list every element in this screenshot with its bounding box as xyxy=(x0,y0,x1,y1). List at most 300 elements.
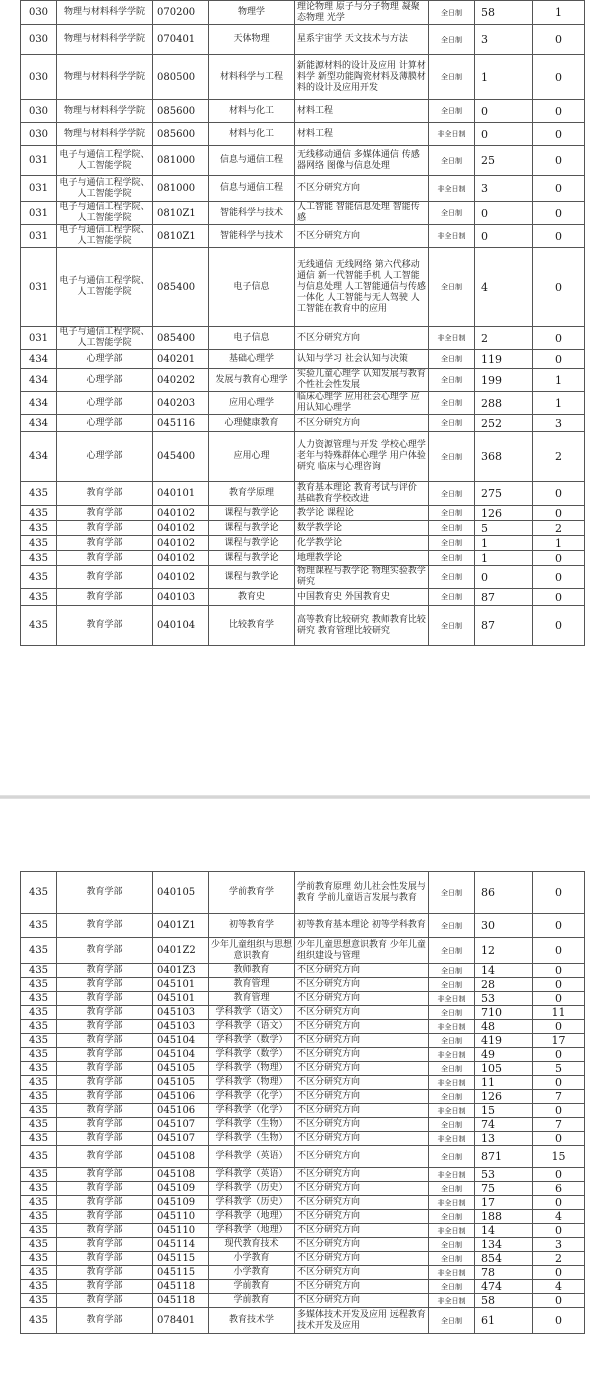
table-row xyxy=(21,1210,585,1224)
major-code-cell: 040104 xyxy=(153,606,209,646)
total-count-cell: 74 xyxy=(475,1118,533,1132)
exempt-count-cell: 0 xyxy=(533,225,585,248)
research-direction-cell: 不区分研究方向 xyxy=(295,1006,429,1020)
document-page-2 xyxy=(20,871,584,1334)
college-code-cell: 435 xyxy=(21,551,57,566)
table-row xyxy=(21,1034,585,1048)
exempt-count-cell: 0 xyxy=(533,1308,585,1334)
major-code-cell: 080500 xyxy=(153,55,209,100)
table-row xyxy=(21,350,585,369)
college-name-cell: 教育学部 xyxy=(57,1238,153,1252)
college-code-cell: 435 xyxy=(21,938,57,964)
college-code-cell: 435 xyxy=(21,1146,57,1168)
total-count-cell: 86 xyxy=(475,872,533,914)
college-code-cell: 435 xyxy=(21,978,57,992)
exempt-count-cell: 1 xyxy=(533,392,585,415)
research-direction-cell: 地理教学论 xyxy=(295,551,429,566)
exempt-count-cell: 2 xyxy=(533,521,585,536)
table-row xyxy=(21,1104,585,1118)
research-direction-cell: 材料工程 xyxy=(295,100,429,123)
exempt-count-cell: 2 xyxy=(533,1252,585,1266)
research-direction-cell: 不区分研究方向 xyxy=(295,1062,429,1076)
table-row xyxy=(21,55,585,100)
table-row xyxy=(21,872,585,914)
study-mode-cell: 全日制 xyxy=(429,1034,475,1048)
study-mode-cell: 非全日制 xyxy=(429,1020,475,1034)
total-count-cell: 288 xyxy=(475,392,533,415)
study-mode-cell: 全日制 xyxy=(429,1238,475,1252)
total-count-cell: 126 xyxy=(475,506,533,521)
exempt-count-cell: 0 xyxy=(533,146,585,176)
exempt-count-cell: 0 xyxy=(533,1048,585,1062)
exempt-count-cell: 0 xyxy=(533,872,585,914)
college-code-cell: 435 xyxy=(21,1294,57,1308)
major-code-cell: 045108 xyxy=(153,1146,209,1168)
major-code-cell: 040102 xyxy=(153,566,209,589)
study-mode-cell: 非全日制 xyxy=(429,1294,475,1308)
table-row xyxy=(21,914,585,938)
exempt-count-cell: 0 xyxy=(533,978,585,992)
research-direction-cell: 不区分研究方向 xyxy=(295,1048,429,1062)
major-name-cell: 信息与通信工程 xyxy=(209,146,295,176)
study-mode-cell: 全日制 xyxy=(429,1210,475,1224)
major-code-cell: 045114 xyxy=(153,1238,209,1252)
exempt-count-cell: 0 xyxy=(533,589,585,606)
research-direction-cell: 人力资源管理与开发 学校心理学 老年与特殊群体心理学 用户体验研究 临床与心理咨询 xyxy=(295,432,429,482)
major-code-cell: 070401 xyxy=(153,25,209,55)
major-name-cell: 信息与通信工程 xyxy=(209,176,295,202)
exempt-count-cell: 0 xyxy=(533,248,585,327)
total-count-cell: 28 xyxy=(475,978,533,992)
college-name-cell: 教育学部 xyxy=(57,1006,153,1020)
exempt-count-cell: 0 xyxy=(533,964,585,978)
research-direction-cell: 不区分研究方向 xyxy=(295,992,429,1006)
college-code-cell: 435 xyxy=(21,1048,57,1062)
major-code-cell: 045108 xyxy=(153,1168,209,1182)
study-mode-cell: 全日制 xyxy=(429,350,475,369)
table-row xyxy=(21,964,585,978)
research-direction-cell: 不区分研究方向 xyxy=(295,1182,429,1196)
table-row xyxy=(21,1006,585,1020)
study-mode-cell: 全日制 xyxy=(429,964,475,978)
study-mode-cell: 全日制 xyxy=(429,566,475,589)
research-direction-cell: 实验儿童心理学 认知发展与教育 个性社会性发展 xyxy=(295,369,429,392)
exempt-count-cell: 0 xyxy=(533,176,585,202)
college-code-cell: 434 xyxy=(21,432,57,482)
total-count-cell: 4 xyxy=(475,248,533,327)
total-count-cell: 275 xyxy=(475,482,533,506)
study-mode-cell: 全日制 xyxy=(429,521,475,536)
college-name-cell: 教育学部 xyxy=(57,1210,153,1224)
total-count-cell: 14 xyxy=(475,964,533,978)
college-code-cell: 435 xyxy=(21,589,57,606)
major-name-cell: 课程与教学论 xyxy=(209,551,295,566)
table-row xyxy=(21,1294,585,1308)
exempt-count-cell: 7 xyxy=(533,1090,585,1104)
exempt-count-cell: 17 xyxy=(533,1034,585,1048)
research-direction-cell: 不区分研究方向 xyxy=(295,1076,429,1090)
exempt-count-cell: 0 xyxy=(533,1104,585,1118)
college-code-cell: 031 xyxy=(21,176,57,202)
major-name-cell: 学科教学（语文） xyxy=(209,1020,295,1034)
table-row xyxy=(21,521,585,536)
exempt-count-cell: 0 xyxy=(533,123,585,146)
major-code-cell: 040102 xyxy=(153,536,209,551)
college-code-cell: 435 xyxy=(21,1104,57,1118)
exempt-count-cell: 0 xyxy=(533,100,585,123)
exempt-count-cell: 0 xyxy=(533,1266,585,1280)
college-name-cell: 教育学部 xyxy=(57,1168,153,1182)
major-code-cell: 081000 xyxy=(153,146,209,176)
major-name-cell: 学科教学（化学） xyxy=(209,1090,295,1104)
college-name-cell: 教育学部 xyxy=(57,1294,153,1308)
study-mode-cell: 非全日制 xyxy=(429,1266,475,1280)
study-mode-cell: 全日制 xyxy=(429,415,475,432)
total-count-cell: 49 xyxy=(475,1048,533,1062)
research-direction-cell: 教育基本理论 教育考试与评价 基础教育学校改进 xyxy=(295,482,429,506)
major-code-cell: 045400 xyxy=(153,432,209,482)
research-direction-cell: 人工智能 智能信息处理 智能传感 xyxy=(295,202,429,225)
major-code-cell: 045106 xyxy=(153,1090,209,1104)
major-code-cell: 045115 xyxy=(153,1266,209,1280)
study-mode-cell: 全日制 xyxy=(429,369,475,392)
exempt-count-cell: 0 xyxy=(533,327,585,350)
major-name-cell: 学科教学（英语） xyxy=(209,1168,295,1182)
research-direction-cell: 临床心理学 应用社会心理学 应用认知心理学 xyxy=(295,392,429,415)
total-count-cell: 871 xyxy=(475,1146,533,1168)
major-code-cell: 045115 xyxy=(153,1252,209,1266)
major-name-cell: 学科教学（英语） xyxy=(209,1146,295,1168)
total-count-cell: 0 xyxy=(475,225,533,248)
major-name-cell: 小学教育 xyxy=(209,1266,295,1280)
research-direction-cell: 不区分研究方向 xyxy=(295,1146,429,1168)
table-row xyxy=(21,432,585,482)
college-name-cell: 教育学部 xyxy=(57,1146,153,1168)
college-name-cell: 教育学部 xyxy=(57,1266,153,1280)
enrollment-table-page-1 xyxy=(20,0,585,646)
college-name-cell: 教育学部 xyxy=(57,589,153,606)
table-row xyxy=(21,1048,585,1062)
college-code-cell: 435 xyxy=(21,506,57,521)
major-name-cell: 材料与化工 xyxy=(209,100,295,123)
major-name-cell: 课程与教学论 xyxy=(209,506,295,521)
exempt-count-cell: 6 xyxy=(533,1182,585,1196)
research-direction-cell: 不区分研究方向 xyxy=(295,1168,429,1182)
table-row xyxy=(21,1076,585,1090)
college-name-cell: 教育学部 xyxy=(57,1020,153,1034)
college-name-cell: 教育学部 xyxy=(57,1076,153,1090)
table-row xyxy=(21,506,585,521)
study-mode-cell: 全日制 xyxy=(429,1280,475,1294)
study-mode-cell: 非全日制 xyxy=(429,225,475,248)
research-direction-cell: 多媒体技术开发及应用 远程教育技术开发及应用 xyxy=(295,1308,429,1334)
college-name-cell: 教育学部 xyxy=(57,566,153,589)
major-code-cell: 0401Z3 xyxy=(153,964,209,978)
major-code-cell: 040201 xyxy=(153,350,209,369)
major-code-cell: 045103 xyxy=(153,1020,209,1034)
exempt-count-cell: 0 xyxy=(533,482,585,506)
major-name-cell: 学科教学（语文） xyxy=(209,1006,295,1020)
total-count-cell: 53 xyxy=(475,992,533,1006)
table-row xyxy=(21,1196,585,1210)
college-name-cell: 教育学部 xyxy=(57,482,153,506)
total-count-cell: 25 xyxy=(475,146,533,176)
college-code-cell: 031 xyxy=(21,202,57,225)
major-code-cell: 081000 xyxy=(153,176,209,202)
table-row xyxy=(21,176,585,202)
major-name-cell: 学科教学（数学） xyxy=(209,1048,295,1062)
research-direction-cell: 化学教学论 xyxy=(295,536,429,551)
major-code-cell: 040102 xyxy=(153,521,209,536)
major-code-cell: 040103 xyxy=(153,589,209,606)
exempt-count-cell: 1 xyxy=(533,369,585,392)
major-code-cell: 085600 xyxy=(153,123,209,146)
total-count-cell: 474 xyxy=(475,1280,533,1294)
major-name-cell: 学科教学（地理） xyxy=(209,1210,295,1224)
college-code-cell: 434 xyxy=(21,415,57,432)
table-row xyxy=(21,146,585,176)
college-code-cell: 435 xyxy=(21,1210,57,1224)
exempt-count-cell: 0 xyxy=(533,25,585,55)
college-code-cell: 435 xyxy=(21,1062,57,1076)
college-name-cell: 心理学部 xyxy=(57,432,153,482)
study-mode-cell: 非全日制 xyxy=(429,1048,475,1062)
major-name-cell: 应用心理学 xyxy=(209,392,295,415)
college-name-cell: 教育学部 xyxy=(57,872,153,914)
table-row xyxy=(21,1238,585,1252)
exempt-count-cell: 0 xyxy=(533,55,585,100)
total-count-cell: 119 xyxy=(475,350,533,369)
total-count-cell: 3 xyxy=(475,176,533,202)
total-count-cell: 0 xyxy=(475,100,533,123)
exempt-count-cell: 0 xyxy=(533,1196,585,1210)
exempt-count-cell: 15 xyxy=(533,1146,585,1168)
study-mode-cell: 全日制 xyxy=(429,432,475,482)
study-mode-cell: 全日制 xyxy=(429,872,475,914)
study-mode-cell: 非全日制 xyxy=(429,1224,475,1238)
table-row xyxy=(21,100,585,123)
table-row xyxy=(21,1020,585,1034)
table-row xyxy=(21,1090,585,1104)
major-name-cell: 学科教学（生物） xyxy=(209,1118,295,1132)
total-count-cell: 105 xyxy=(475,1062,533,1076)
college-name-cell: 教育学部 xyxy=(57,536,153,551)
major-code-cell: 045103 xyxy=(153,1006,209,1020)
total-count-cell: 17 xyxy=(475,1196,533,1210)
research-direction-cell: 不区分研究方向 xyxy=(295,1266,429,1280)
college-code-cell: 030 xyxy=(21,1,57,25)
college-code-cell: 435 xyxy=(21,1266,57,1280)
research-direction-cell: 不区分研究方向 xyxy=(295,1132,429,1146)
table-row xyxy=(21,369,585,392)
exempt-count-cell: 2 xyxy=(533,432,585,482)
total-count-cell: 48 xyxy=(475,1020,533,1034)
major-name-cell: 学科教学（物理） xyxy=(209,1076,295,1090)
major-code-cell: 0810Z1 xyxy=(153,225,209,248)
major-name-cell: 学前教育学 xyxy=(209,872,295,914)
study-mode-cell: 全日制 xyxy=(429,1006,475,1020)
college-code-cell: 435 xyxy=(21,1118,57,1132)
major-code-cell: 0810Z1 xyxy=(153,202,209,225)
study-mode-cell: 全日制 xyxy=(429,146,475,176)
major-name-cell: 学科教学（地理） xyxy=(209,1224,295,1238)
total-count-cell: 30 xyxy=(475,914,533,938)
college-name-cell: 电子与通信工程学院、人工智能学院 xyxy=(57,327,153,350)
table-row xyxy=(21,1168,585,1182)
major-name-cell: 教师教育 xyxy=(209,964,295,978)
major-name-cell: 应用心理 xyxy=(209,432,295,482)
college-name-cell: 教育学部 xyxy=(57,1104,153,1118)
exempt-count-cell: 1 xyxy=(533,1,585,25)
research-direction-cell: 无线移动通信 多媒体通信 传感器网络 图像与信息处理 xyxy=(295,146,429,176)
enrollment-table-page-2 xyxy=(20,871,585,1334)
total-count-cell: 87 xyxy=(475,589,533,606)
major-name-cell: 智能科学与技术 xyxy=(209,202,295,225)
major-name-cell: 少年儿童组织与思想意识教育 xyxy=(209,938,295,964)
research-direction-cell: 数学教学论 xyxy=(295,521,429,536)
major-code-cell: 045109 xyxy=(153,1196,209,1210)
total-count-cell: 419 xyxy=(475,1034,533,1048)
study-mode-cell: 全日制 xyxy=(429,536,475,551)
table-row xyxy=(21,938,585,964)
major-code-cell: 045109 xyxy=(153,1182,209,1196)
exempt-count-cell: 0 xyxy=(533,1168,585,1182)
study-mode-cell: 全日制 xyxy=(429,914,475,938)
major-code-cell: 045105 xyxy=(153,1076,209,1090)
research-direction-cell: 学前教育原理 幼儿社会性发展与教育 学前儿童语言发展与教育 xyxy=(295,872,429,914)
exempt-count-cell: 0 xyxy=(533,938,585,964)
major-name-cell: 基础心理学 xyxy=(209,350,295,369)
study-mode-cell: 全日制 xyxy=(429,55,475,100)
major-name-cell: 电子信息 xyxy=(209,248,295,327)
research-direction-cell: 不区分研究方向 xyxy=(295,1252,429,1266)
college-name-cell: 教育学部 xyxy=(57,1062,153,1076)
exempt-count-cell: 4 xyxy=(533,1210,585,1224)
college-name-cell: 教育学部 xyxy=(57,551,153,566)
research-direction-cell: 不区分研究方向 xyxy=(295,1020,429,1034)
research-direction-cell: 中国教育史 外国教育史 xyxy=(295,589,429,606)
college-name-cell: 教育学部 xyxy=(57,964,153,978)
major-name-cell: 天体物理 xyxy=(209,25,295,55)
total-count-cell: 0 xyxy=(475,123,533,146)
study-mode-cell: 全日制 xyxy=(429,589,475,606)
total-count-cell: 13 xyxy=(475,1132,533,1146)
college-code-cell: 435 xyxy=(21,482,57,506)
study-mode-cell: 非全日制 xyxy=(429,1132,475,1146)
college-name-cell: 教育学部 xyxy=(57,1118,153,1132)
college-code-cell: 435 xyxy=(21,1182,57,1196)
college-code-cell: 435 xyxy=(21,566,57,589)
table-row xyxy=(21,992,585,1006)
total-count-cell: 134 xyxy=(475,1238,533,1252)
major-name-cell: 学前教育 xyxy=(209,1294,295,1308)
college-code-cell: 030 xyxy=(21,25,57,55)
major-name-cell: 小学教育 xyxy=(209,1252,295,1266)
research-direction-cell: 不区分研究方向 xyxy=(295,1224,429,1238)
table-row xyxy=(21,202,585,225)
college-code-cell: 434 xyxy=(21,369,57,392)
total-count-cell: 2 xyxy=(475,327,533,350)
exempt-count-cell: 11 xyxy=(533,1006,585,1020)
exempt-count-cell: 0 xyxy=(533,566,585,589)
college-name-cell: 电子与通信工程学院、人工智能学院 xyxy=(57,146,153,176)
total-count-cell: 58 xyxy=(475,1,533,25)
major-name-cell: 物理学 xyxy=(209,1,295,25)
major-code-cell: 045104 xyxy=(153,1048,209,1062)
major-code-cell: 040202 xyxy=(153,369,209,392)
research-direction-cell: 星系宇宙学 天文技术与方法 xyxy=(295,25,429,55)
table-row xyxy=(21,1182,585,1196)
major-code-cell: 045101 xyxy=(153,978,209,992)
college-name-cell: 心理学部 xyxy=(57,415,153,432)
college-name-cell: 心理学部 xyxy=(57,392,153,415)
major-code-cell: 078401 xyxy=(153,1308,209,1334)
total-count-cell: 0 xyxy=(475,202,533,225)
college-code-cell: 031 xyxy=(21,327,57,350)
study-mode-cell: 非全日制 xyxy=(429,327,475,350)
college-name-cell: 教育学部 xyxy=(57,1196,153,1210)
research-direction-cell: 新能源材料的设计及应用 计算材料学 新型功能陶瓷材料及薄膜材料的设计及应用开发 xyxy=(295,55,429,100)
college-name-cell: 教育学部 xyxy=(57,1034,153,1048)
college-code-cell: 435 xyxy=(21,1308,57,1334)
table-row xyxy=(21,606,585,646)
total-count-cell: 1 xyxy=(475,536,533,551)
major-code-cell: 085400 xyxy=(153,248,209,327)
college-code-cell: 435 xyxy=(21,1034,57,1048)
study-mode-cell: 全日制 xyxy=(429,1090,475,1104)
college-code-cell: 435 xyxy=(21,1090,57,1104)
college-code-cell: 435 xyxy=(21,1224,57,1238)
study-mode-cell: 全日制 xyxy=(429,938,475,964)
major-code-cell: 085400 xyxy=(153,327,209,350)
college-code-cell: 435 xyxy=(21,1280,57,1294)
study-mode-cell: 全日制 xyxy=(429,506,475,521)
table-row xyxy=(21,1280,585,1294)
college-code-cell: 434 xyxy=(21,350,57,369)
study-mode-cell: 非全日制 xyxy=(429,1196,475,1210)
research-direction-cell: 不区分研究方向 xyxy=(295,978,429,992)
major-code-cell: 045116 xyxy=(153,415,209,432)
college-name-cell: 教育学部 xyxy=(57,1252,153,1266)
research-direction-cell: 少年儿童思想意识教育 少年儿童组织建设与管理 xyxy=(295,938,429,964)
major-name-cell: 学前教育 xyxy=(209,1280,295,1294)
major-code-cell: 040102 xyxy=(153,551,209,566)
exempt-count-cell: 0 xyxy=(533,1224,585,1238)
college-name-cell: 教育学部 xyxy=(57,1308,153,1334)
college-code-cell: 435 xyxy=(21,1020,57,1034)
major-code-cell: 040105 xyxy=(153,872,209,914)
total-count-cell: 61 xyxy=(475,1308,533,1334)
college-name-cell: 教育学部 xyxy=(57,978,153,992)
exempt-count-cell: 0 xyxy=(533,606,585,646)
college-code-cell: 435 xyxy=(21,1132,57,1146)
major-name-cell: 学科教学（化学） xyxy=(209,1104,295,1118)
total-count-cell: 75 xyxy=(475,1182,533,1196)
table-row xyxy=(21,1,585,25)
total-count-cell: 710 xyxy=(475,1006,533,1020)
major-name-cell: 材料科学与工程 xyxy=(209,55,295,100)
total-count-cell: 199 xyxy=(475,369,533,392)
college-code-cell: 435 xyxy=(21,1196,57,1210)
major-code-cell: 045118 xyxy=(153,1294,209,1308)
college-code-cell: 435 xyxy=(21,872,57,914)
total-count-cell: 53 xyxy=(475,1168,533,1182)
major-code-cell: 045104 xyxy=(153,1034,209,1048)
exempt-count-cell: 0 xyxy=(533,202,585,225)
major-code-cell: 0401Z2 xyxy=(153,938,209,964)
study-mode-cell: 全日制 xyxy=(429,202,475,225)
exempt-count-cell: 0 xyxy=(533,992,585,1006)
